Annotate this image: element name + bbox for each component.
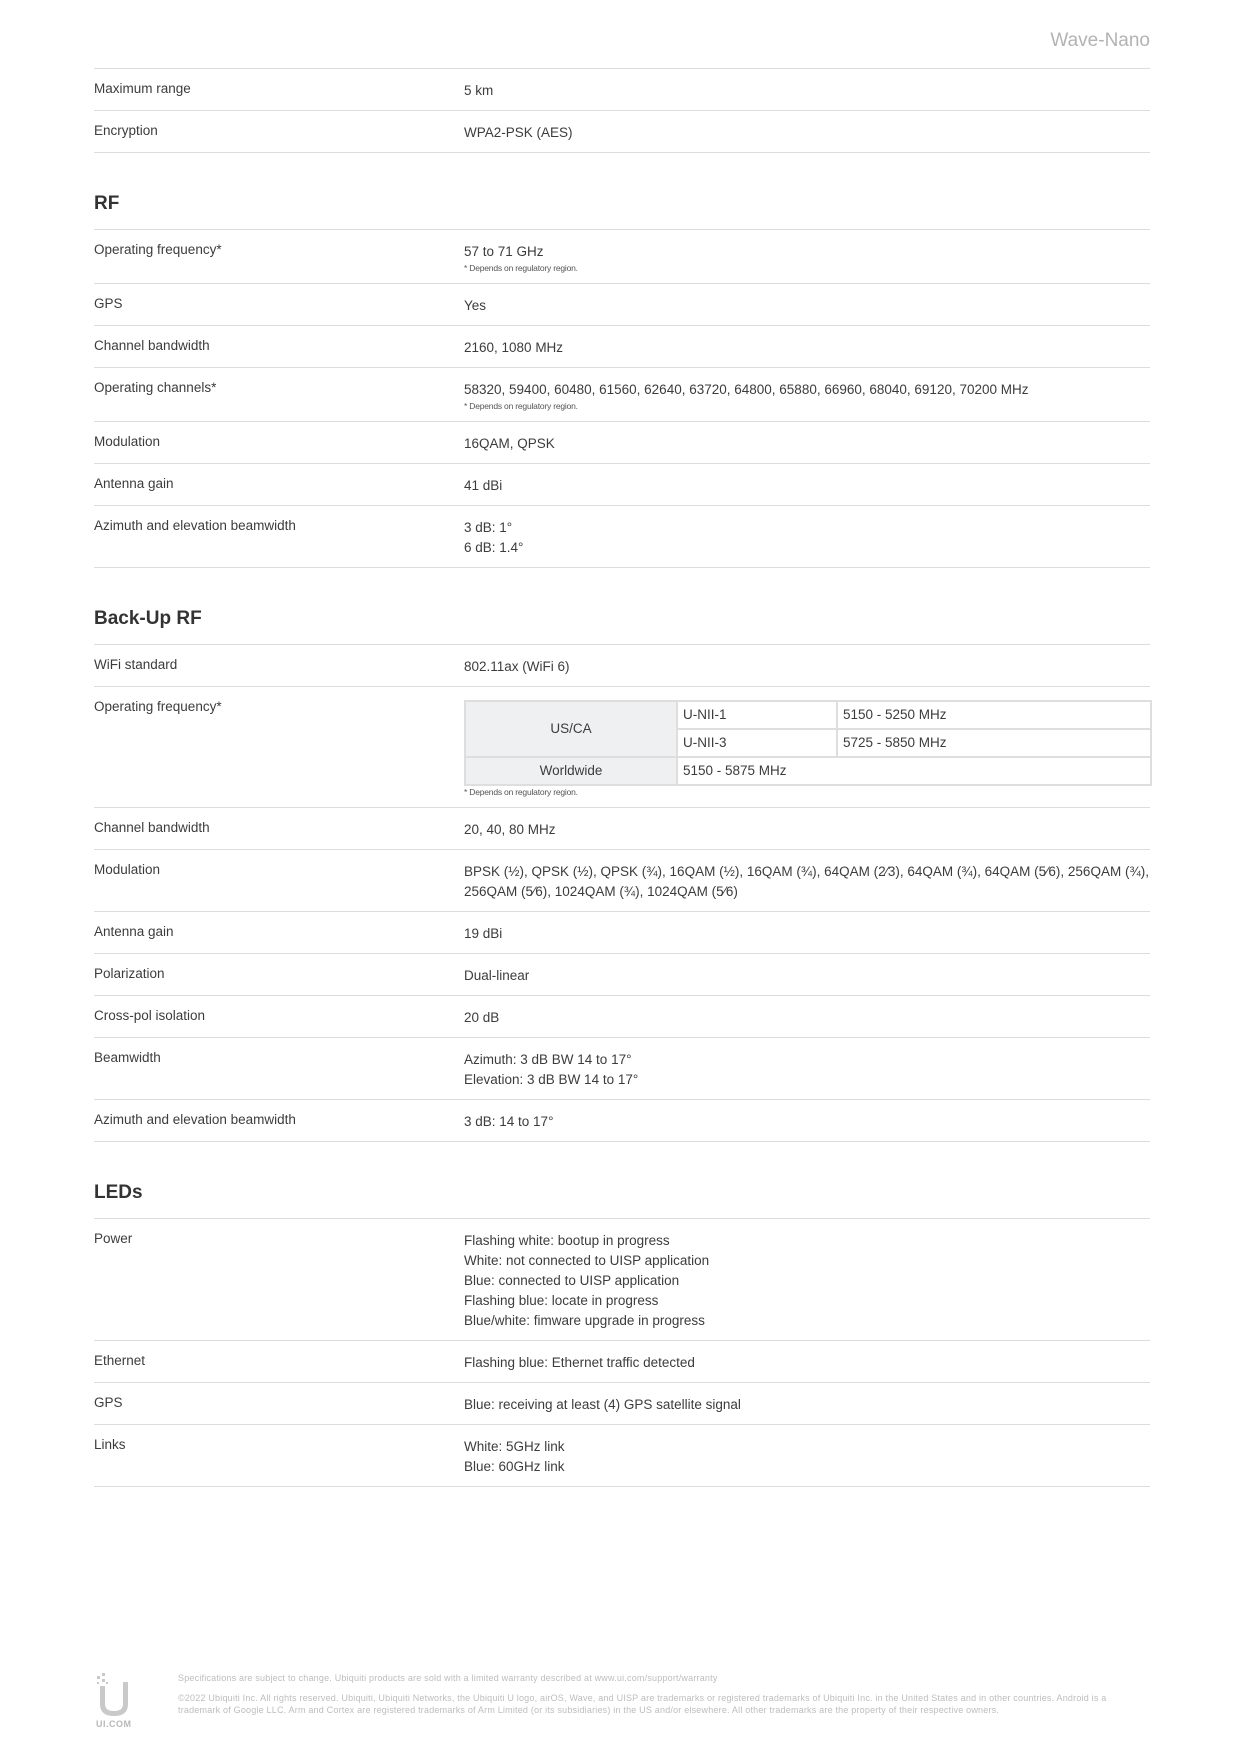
spec-value [464, 697, 1152, 798]
spec-value [464, 121, 1150, 143]
spec-label: Maximum range [94, 81, 191, 96]
band-cell: U-NII-3 [677, 729, 837, 757]
spec-value-line: Blue/white: fimware upgrade in progress [464, 1313, 705, 1328]
spec-value [464, 1229, 1150, 1331]
spec-row [94, 1383, 1150, 1425]
spec-row [94, 1341, 1150, 1383]
spec-row [94, 1425, 1150, 1487]
spec-row [94, 687, 1150, 808]
spec-label: Operating frequency* [94, 242, 222, 257]
spec-value-line: 41 dBi [464, 478, 503, 493]
range-cell: 5150 - 5875 MHz [677, 757, 1151, 785]
spec-value-line: 3 dB: 1° [464, 520, 513, 535]
footnote: * Depends on regulatory region. [464, 787, 578, 797]
spec-value-line: Blue: receiving at least (4) GPS satellite signal [464, 1397, 741, 1412]
spec-value [464, 922, 1150, 944]
spec-row [94, 284, 1150, 326]
spec-row [94, 111, 1150, 153]
legal-text [178, 1672, 1118, 1724]
spec-label: Links [94, 1437, 126, 1452]
spec-label: Azimuth and elevation beamwidth [94, 1112, 296, 1127]
section-title: LEDs [94, 1142, 1150, 1219]
spec-row [94, 808, 1150, 850]
spec-row [94, 368, 1150, 422]
spec-value-line: 19 dBi [464, 926, 503, 941]
spec-value [464, 474, 1150, 496]
spec-label: Antenna gain [94, 476, 174, 491]
spec-label: GPS [94, 296, 123, 311]
spec-label: Encryption [94, 123, 158, 138]
spec-value [464, 378, 1150, 412]
spec-value-line: 58320, 59400, 60480, 61560, 62640, 63720, 64800, 65880, 66960, 68040, 69120, 70200 MHz [464, 382, 1029, 397]
spec-value [464, 1435, 1150, 1477]
footnote: * Depends on regulatory region. [464, 401, 578, 411]
spec-row [94, 464, 1150, 506]
spec-value-line: Blue: 60GHz link [464, 1459, 565, 1474]
spec-label: GPS [94, 1395, 123, 1410]
range-cell: 5150 - 5250 MHz [837, 701, 1151, 729]
spec-value-line: White: not connected to UISP application [464, 1253, 710, 1268]
section-title: Back-Up RF [94, 568, 1150, 645]
frequency-table [464, 700, 1152, 786]
spec-label: Operating frequency* [94, 699, 222, 714]
spec-section [94, 1142, 1150, 1487]
spec-value-line: 6 dB: 1.4° [464, 540, 524, 555]
spec-value-line: 256QAM (5⁄6), 1024QAM (¾), 1024QAM (5⁄6) [464, 884, 738, 899]
spec-value [464, 79, 1150, 101]
spec-label: Channel bandwidth [94, 338, 210, 353]
spec-label: Operating channels* [94, 380, 217, 395]
spec-value-line: Blue: connected to UISP application [464, 1273, 680, 1288]
spec-value [464, 240, 1150, 274]
spec-value-line: Azimuth: 3 dB BW 14 to 17° [464, 1052, 632, 1067]
spec-row [94, 912, 1150, 954]
region-cell: US/CA [465, 701, 677, 757]
spec-value-line: 2160, 1080 MHz [464, 340, 564, 355]
spec-row [94, 230, 1150, 284]
spec-label: WiFi standard [94, 657, 178, 672]
spec-label: Modulation [94, 862, 161, 877]
logo-text: UI.COM [96, 1719, 132, 1729]
spec-row [94, 506, 1150, 568]
spec-value-line: Elevation: 3 dB BW 14 to 17° [464, 1072, 639, 1087]
footnote: * Depends on regulatory region. [464, 263, 578, 273]
spec-value-line: 20 dB [464, 1010, 500, 1025]
spec-value-line: Flashing blue: locate in progress [464, 1293, 659, 1308]
spec-value [464, 1110, 1150, 1132]
spec-content [94, 68, 1150, 1487]
spec-label: Antenna gain [94, 924, 174, 939]
spec-section [94, 153, 1150, 568]
spec-value [464, 1006, 1150, 1028]
spec-value-line: White: 5GHz link [464, 1439, 565, 1454]
spec-value-line: WPA2-PSK (AES) [464, 125, 573, 140]
spec-row [94, 850, 1150, 912]
spec-value [464, 1351, 1150, 1373]
spec-row [94, 326, 1150, 368]
spec-label: Modulation [94, 434, 161, 449]
spec-label: Cross-pol isolation [94, 1008, 206, 1023]
spec-row [94, 645, 1150, 687]
spec-value [464, 1393, 1150, 1415]
spec-value-line: 802.11ax (WiFi 6) [464, 659, 570, 674]
frequency-table-row [465, 757, 1151, 785]
spec-label: Beamwidth [94, 1050, 161, 1065]
spec-row [94, 954, 1150, 996]
spec-value-line: 20, 40, 80 MHz [464, 822, 556, 837]
spec-value [464, 1048, 1150, 1090]
spec-section [94, 68, 1150, 153]
spec-value [464, 860, 1150, 902]
copyright-note: ©2022 Ubiquiti Inc. All rights reserved. Ubiquiti, Ubiquiti Networks, the Ubiquiti U logo, airOS, Wave, and UISP are trademarks or registered trademarks of Ubiquiti Inc. in the United States and in other countries. Android is a trademark of Google LLC. Arm and Cortex are registered trademarks of Arm Limited (or its subsidiaries) in the US and/or elsewhere. All other trademarks are the property of their respective owners. [178, 1693, 1107, 1715]
spec-value-line: 57 to 71 GHz [464, 244, 544, 259]
spec-value [464, 432, 1150, 454]
spec-row [94, 996, 1150, 1038]
spec-value [464, 818, 1150, 840]
frequency-table-row [465, 701, 1151, 729]
spec-value [464, 655, 1150, 677]
spec-value [464, 294, 1150, 316]
section-title: RF [94, 153, 1150, 230]
range-cell: 5725 - 5850 MHz [837, 729, 1151, 757]
spec-label: Ethernet [94, 1353, 146, 1368]
warranty-note: Specifications are subject to change. Ubiquiti products are sold with a limited warranty described at www.ui.com/support/warranty [178, 1673, 718, 1683]
spec-label: Channel bandwidth [94, 820, 210, 835]
spec-label: Power [94, 1231, 133, 1246]
band-cell: U-NII-1 [677, 701, 837, 729]
spec-row [94, 1038, 1150, 1100]
spec-label: Polarization [94, 966, 165, 981]
spec-row [94, 422, 1150, 464]
spec-value-line: Flashing white: bootup in progress [464, 1233, 670, 1248]
spec-value-line: 3 dB: 14 to 17° [464, 1114, 554, 1129]
spec-value-line: 16QAM, QPSK [464, 436, 555, 451]
spec-value-line: 5 km [464, 83, 494, 98]
spec-section [94, 568, 1150, 1142]
spec-row [94, 1100, 1150, 1142]
spec-value-line: Yes [464, 298, 487, 313]
spec-value [464, 336, 1150, 358]
spec-value-line: BPSK (½), QPSK (½), QPSK (¾), 16QAM (½), 16QAM (¾), 64QAM (2⁄3), 64QAM (¾), 64QAM (5⁄6), 256QAM (¾), [464, 864, 1149, 879]
spec-row [94, 68, 1150, 111]
region-cell: Worldwide [465, 757, 677, 785]
spec-label: Azimuth and elevation beamwidth [94, 518, 296, 533]
spec-value [464, 964, 1150, 986]
product-title: Wave-Nano [1050, 30, 1150, 51]
spec-value-line: Flashing blue: Ethernet traffic detected [464, 1355, 695, 1370]
spec-row [94, 1219, 1150, 1341]
spec-value-line: Dual-linear [464, 968, 530, 983]
spec-value [464, 516, 1150, 558]
